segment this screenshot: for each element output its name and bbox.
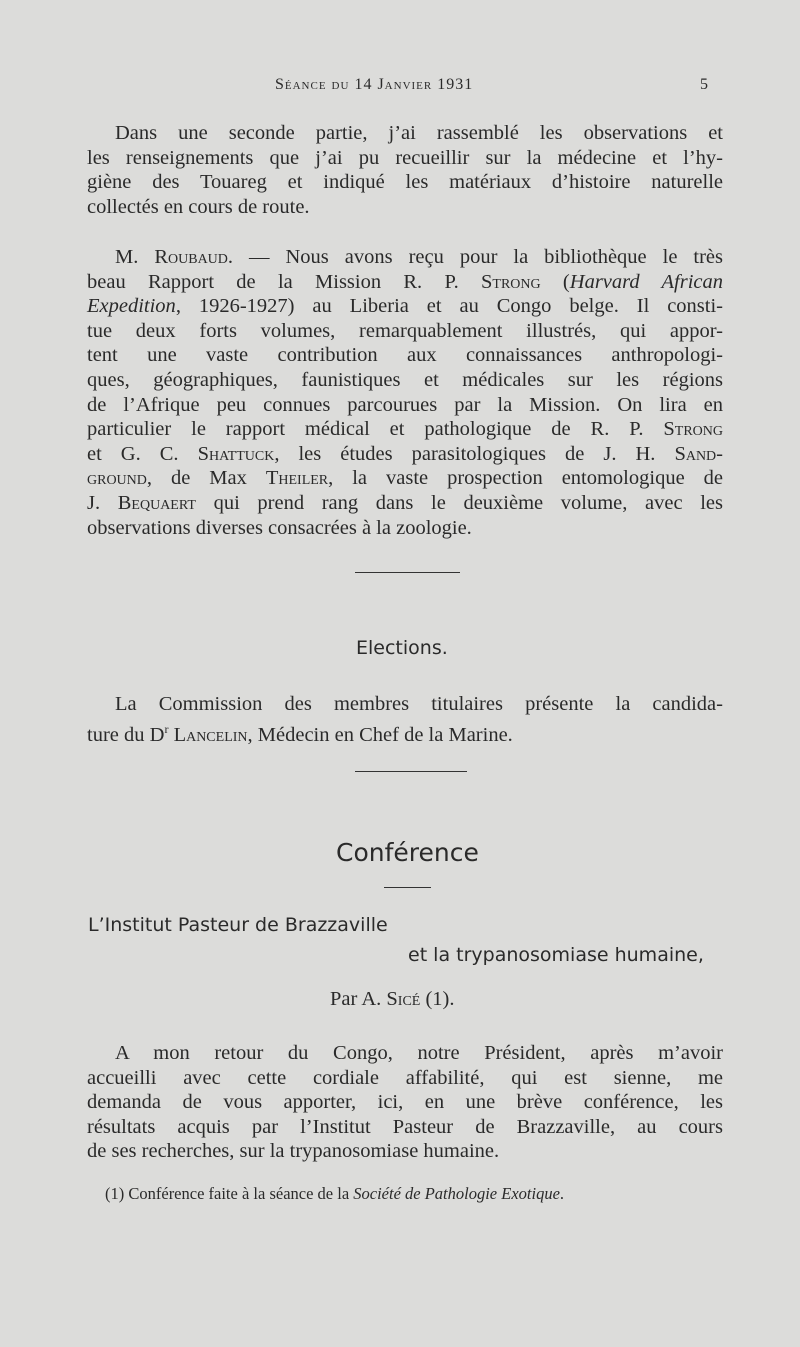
- section-divider: [384, 887, 431, 888]
- text-line: J. Bequaert qui prend rang dans le deuxième volume, avec les: [87, 491, 723, 514]
- text-line: M. Roubaud. — Nous avons reçu pour la bibliothèque le très: [115, 246, 723, 268]
- person-name: Strong: [663, 418, 723, 441]
- person-name: Sand-: [674, 442, 723, 465]
- person-name: Strong: [481, 270, 541, 293]
- text-line: giène des Touareg et indiqué les matériaux d’histoire naturelle: [87, 171, 723, 194]
- text-line: La Commission des membres titulaires présente la candida-: [115, 693, 723, 715]
- italic-title: Société de Pathologie Exotique: [353, 1184, 560, 1203]
- text-line: ture du $D^r$ Lancelin, Médecin en Chef de la Marine.: [87, 721, 513, 746]
- section-divider: [355, 572, 460, 573]
- elections-heading: Elections.: [356, 637, 448, 659]
- person-name: ground: [87, 467, 147, 490]
- paragraph-elections: [87, 692, 723, 747]
- text-line: beau Rapport de la Mission R. P. Strong (Harvard African: [87, 270, 724, 293]
- article-title: L’Institut Pasteur de Brazzaville: [88, 914, 388, 936]
- italic-title: Harvard African: [569, 270, 724, 293]
- running-title: Séance du 14 Janvier 1931: [275, 76, 474, 93]
- person-name: Shattuck: [197, 442, 275, 465]
- text-line: résultats acquis par l’Institut Pasteur de Brazzaville, au cours: [87, 1115, 723, 1138]
- text-line: tue deux forts volumes, remarquablement illustrés, qui appor-: [87, 319, 723, 342]
- person-name: Lancelin: [173, 723, 248, 746]
- text-line: de l’Afrique peu connues parcourues par la Mission. On lira en: [87, 393, 723, 416]
- paragraph-conference: [87, 1041, 723, 1164]
- text-line: les renseignements que j’ai pu recueillir sur la médecine et l’hy-: [87, 146, 723, 169]
- person-name: Theiler: [265, 467, 329, 490]
- person-name: Bequaert: [117, 491, 196, 514]
- paragraph-roubaud: [87, 245, 723, 540]
- page-number: 5: [700, 76, 709, 93]
- byline: Par A. Sicé (1).: [330, 988, 455, 1010]
- footnote: (1) Conférence faite à la séance de la Société de Pathologie Exotique.: [105, 1184, 565, 1203]
- author-name: Sicé: [386, 988, 421, 1010]
- conference-heading: Conférence: [336, 838, 479, 867]
- section-divider: [355, 771, 467, 772]
- text-line: Dans une seconde partie, j’ai rassemblé les observations et: [115, 122, 723, 144]
- person-name: Roubaud: [154, 246, 228, 268]
- text-line: A mon retour du Congo, notre Président, après m’avoir: [115, 1042, 723, 1064]
- text-line: tent une vaste contribution aux connaissances anthropologi-: [87, 344, 723, 367]
- text-line: ques, géographiques, faunistiques et médicales sur les régions: [87, 368, 723, 391]
- paragraph-intro: [87, 121, 723, 219]
- text-line: collectés en cours de route.: [87, 195, 310, 218]
- text-line: demanda de vous apporter, ici, en une brève conférence, les: [87, 1091, 723, 1114]
- text-line: Expedition, 1926-1927) au Liberia et au Congo belge. Il consti-: [87, 295, 723, 318]
- italic-title: Expedition: [87, 295, 176, 318]
- text-line: accueilli avec cette cordiale affabilité, qui est sienne, me: [87, 1066, 723, 1089]
- article-subtitle: et la trypanosomiase humaine,: [408, 944, 704, 966]
- text-line: observations diverses consacrées à la zoologie.: [87, 516, 472, 539]
- text-line: et G. C. Shattuck, les études parasitologiques de J. H. Sand-: [87, 442, 723, 465]
- text-line: particulier le rapport médical et pathologique de R. P. Strong: [87, 418, 723, 441]
- text-line: de ses recherches, sur la trypanosomiase humaine.: [87, 1140, 500, 1163]
- text-line: ground, de Max Theiler, la vaste prospection entomologique de: [87, 467, 723, 490]
